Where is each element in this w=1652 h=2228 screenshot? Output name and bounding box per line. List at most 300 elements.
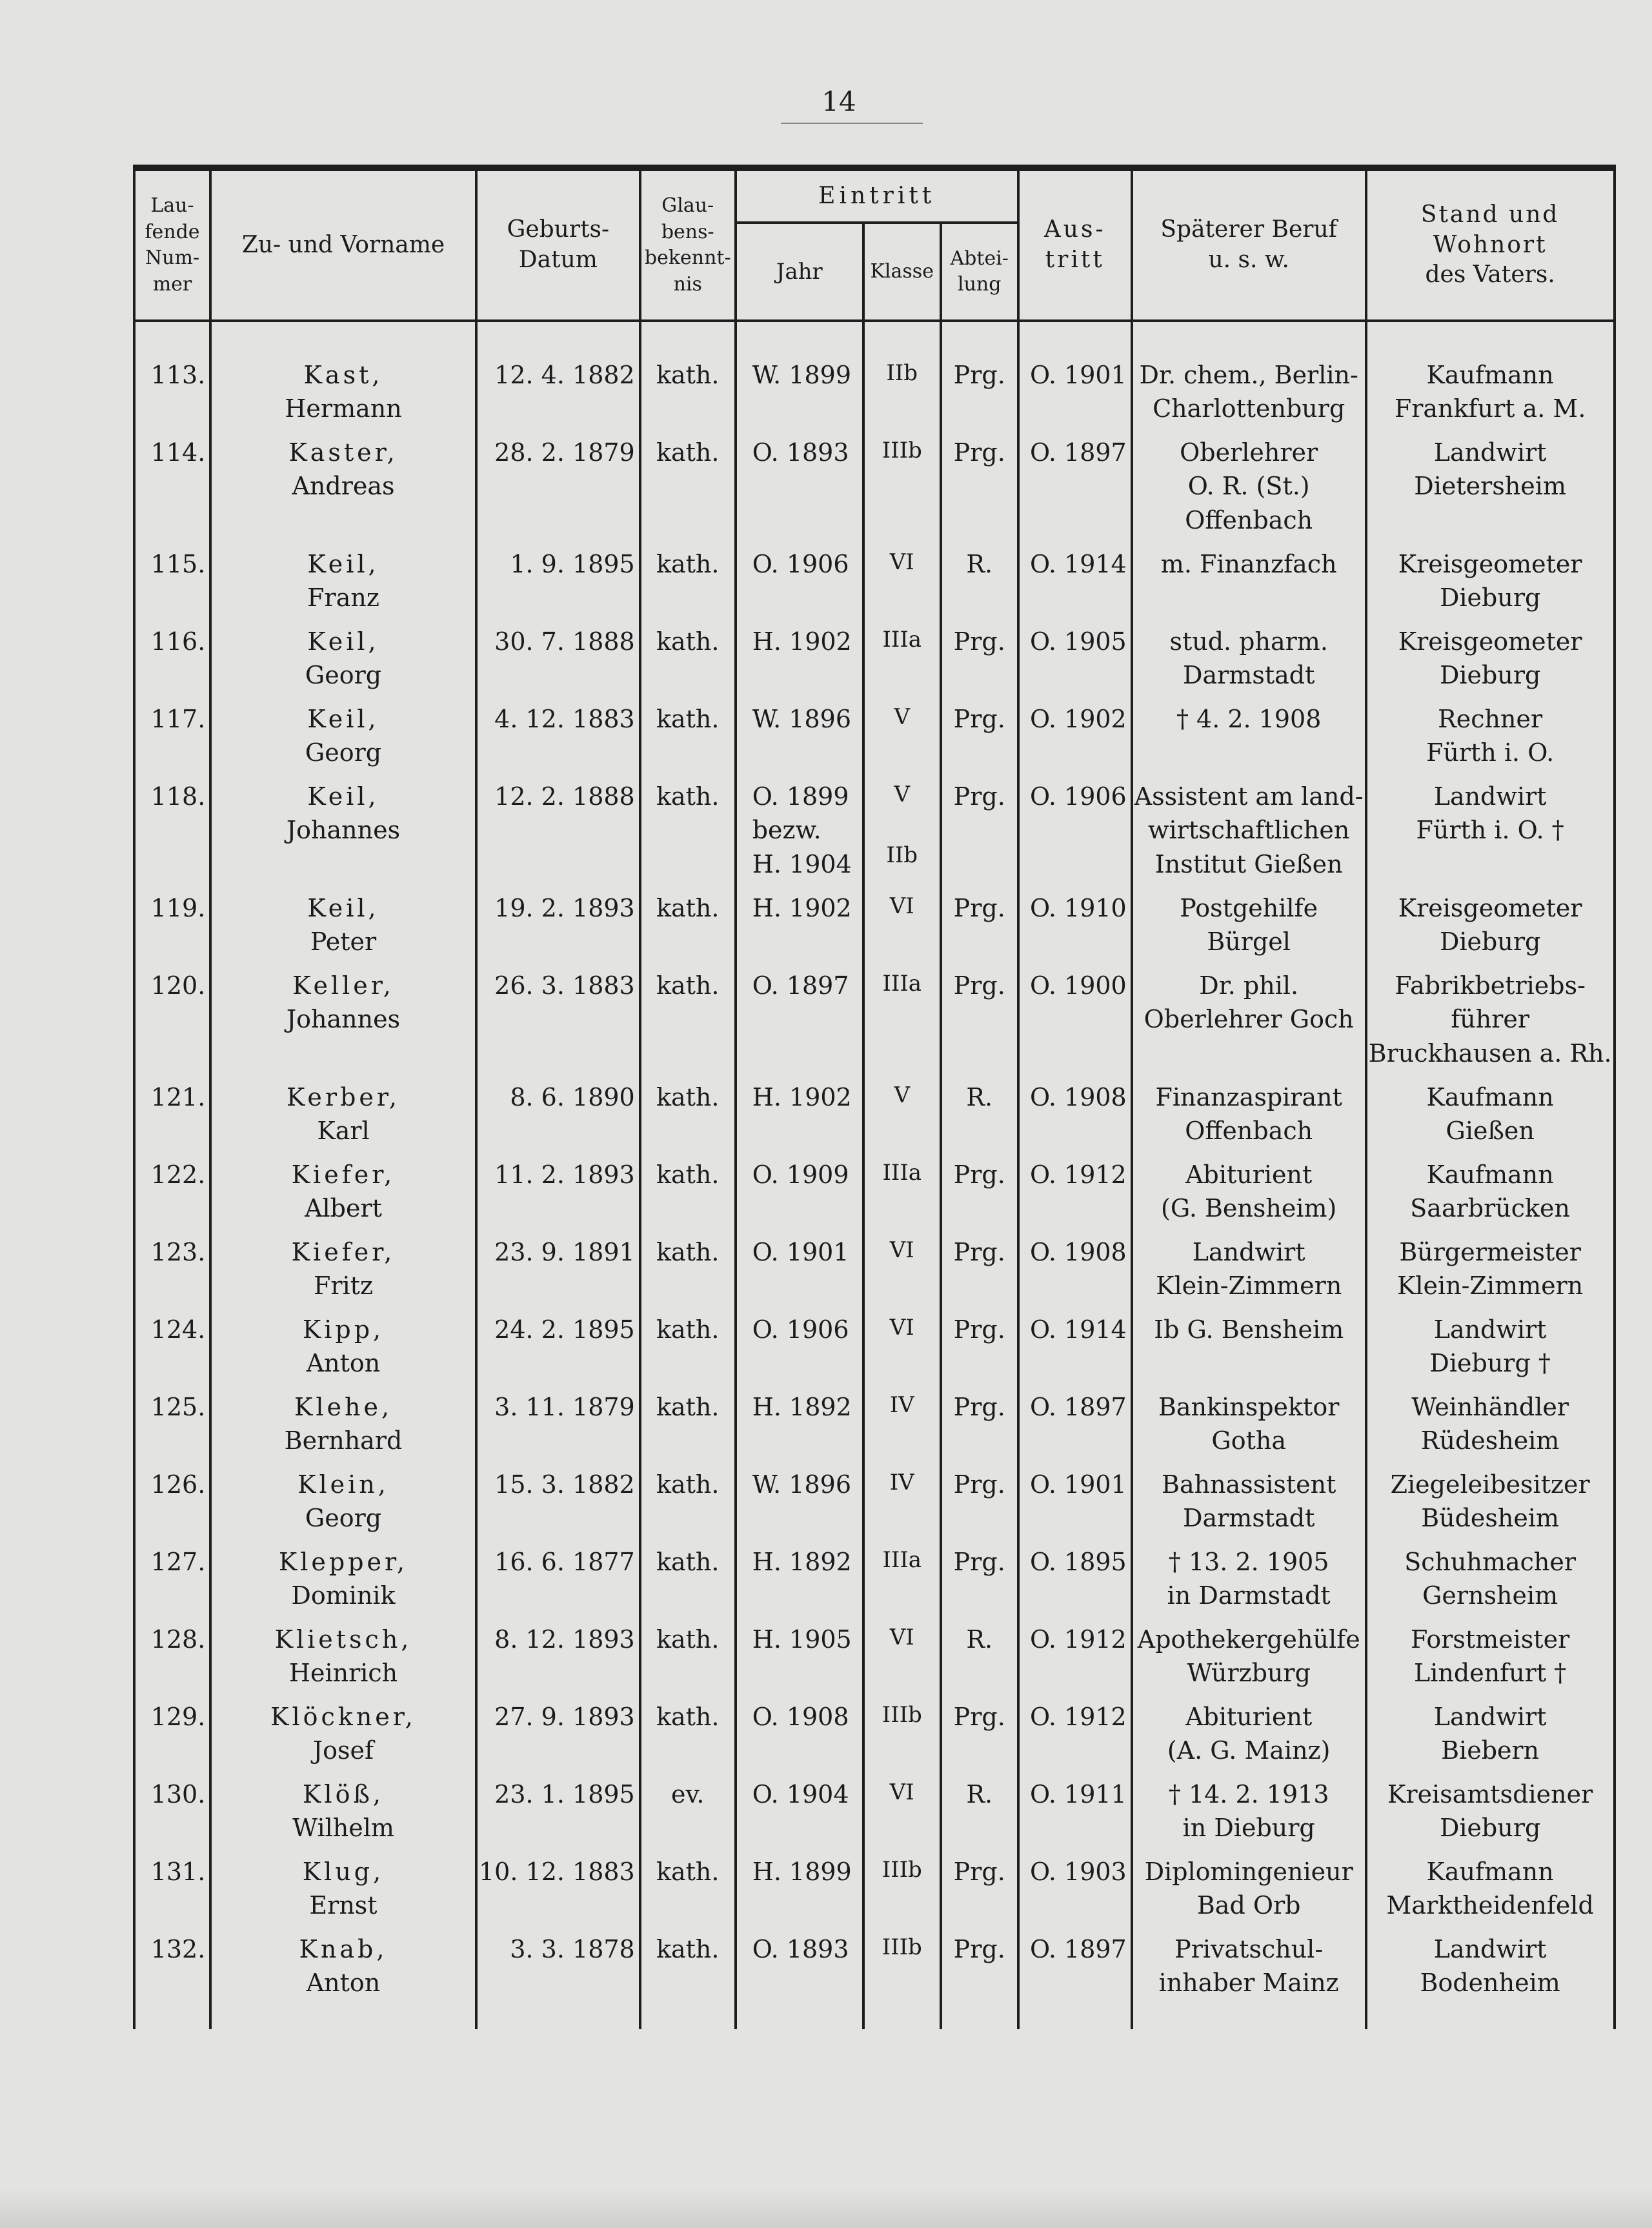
table-row (134, 1463, 1615, 1540)
given-name: Johannes (286, 816, 401, 845)
department-cell (941, 1695, 1018, 1772)
entry-year-cell (736, 775, 863, 886)
later-profession: in Darmstadt (1167, 1581, 1331, 1610)
confession-cell (640, 1927, 736, 2029)
surname: Keil, (307, 894, 379, 922)
exit-date: O. 1900 (1029, 971, 1127, 1000)
entry-year: O. 1901 (752, 1238, 849, 1266)
later-profession-cell (1132, 886, 1366, 964)
department: R. (966, 1083, 993, 1111)
later-profession: m. Finanzfach (1160, 550, 1337, 578)
later-profession: stud. pharm. (1169, 627, 1328, 656)
header-stand-wohnort (1366, 168, 1615, 321)
given-name: Dominik (291, 1581, 396, 1610)
father-status: Gernsheim (1422, 1581, 1558, 1610)
entry-number-cell (134, 542, 210, 620)
later-profession: Postgehilfe (1180, 894, 1318, 922)
birth-date: 27. 9. 1893 (494, 1703, 635, 1731)
father-status-cell (1366, 1075, 1615, 1153)
given-name: Georg (305, 1504, 382, 1533)
entry-number-cell (134, 353, 210, 430)
confession-cell (640, 430, 736, 542)
header-text: Datum (518, 247, 598, 273)
department: R. (966, 1625, 993, 1654)
table-row (134, 886, 1615, 964)
department: Prg. (953, 894, 1005, 922)
name-cell (210, 1927, 476, 2029)
father-status: Dieburg † (1429, 1349, 1551, 1378)
entry-year-cell (736, 1695, 863, 1772)
entry-class-cell (863, 620, 941, 697)
later-profession: (G. Bensheim) (1161, 1194, 1337, 1223)
exit-date: O. 1914 (1029, 1315, 1127, 1344)
entry-class-cell (863, 1308, 941, 1385)
birth-date: 26. 3. 1883 (494, 971, 635, 1000)
entry-class: IV (889, 1392, 914, 1418)
exit-cell (1018, 1927, 1132, 2029)
exit-date: O. 1908 (1029, 1083, 1127, 1111)
later-profession: † 14. 2. 1913 (1168, 1780, 1329, 1808)
spacer (210, 321, 476, 353)
entry-number: 115. (150, 550, 206, 578)
father-status: Ziegeleibesitzer (1390, 1470, 1590, 1499)
exit-date: O. 1912 (1029, 1160, 1127, 1189)
exit-cell (1018, 353, 1132, 430)
exit-cell (1018, 1540, 1132, 1617)
father-status: Kaufmann (1426, 1160, 1554, 1189)
table-row (134, 1230, 1615, 1308)
birth-date: 8. 6. 1890 (510, 1083, 635, 1111)
entry-number-cell (134, 1463, 210, 1540)
birth-date: 12. 4. 1882 (494, 361, 635, 389)
later-profession: Würzburg (1187, 1659, 1311, 1688)
surname: Knab, (299, 1935, 388, 1963)
birth-date-cell (476, 542, 640, 620)
student-register-table (133, 165, 1616, 2029)
table-row (134, 1540, 1615, 1617)
entry-class-cell (863, 964, 941, 1075)
name-cell (210, 964, 476, 1075)
table-row (134, 353, 1615, 430)
confession: kath. (656, 782, 720, 811)
later-profession: Dr. phil. (1199, 971, 1299, 1000)
father-status: Kreisamtsdiener (1387, 1780, 1593, 1808)
given-name: Georg (305, 738, 382, 767)
later-profession: Darmstadt (1183, 1504, 1315, 1533)
exit-cell (1018, 1075, 1132, 1153)
later-profession-cell (1132, 353, 1366, 430)
surname: Klietsch, (274, 1625, 412, 1654)
father-status: Kaufmann (1426, 1083, 1554, 1111)
given-name: Anton (306, 1349, 381, 1378)
entry-year-cell (736, 1772, 863, 1850)
surname: Keil, (307, 782, 379, 811)
header-text: bens- (661, 220, 714, 243)
birth-date: 24. 2. 1895 (494, 1315, 635, 1344)
entry-number: 130. (150, 1780, 206, 1808)
entry-year-cell (736, 430, 863, 542)
department-cell (941, 1927, 1018, 2029)
header-text: Lau- (150, 194, 194, 217)
entry-year-cell (736, 1385, 863, 1463)
name-cell (210, 1075, 476, 1153)
confession-cell (640, 1540, 736, 1617)
department-cell (941, 430, 1018, 542)
exit-date: O. 1914 (1029, 550, 1127, 578)
entry-number: 131. (150, 1858, 206, 1886)
father-status-cell (1366, 1850, 1615, 1927)
later-profession: Bankinspektor (1158, 1393, 1340, 1421)
header-text: Stand und (1420, 201, 1560, 228)
later-profession-cell (1132, 430, 1366, 542)
entry-year: O. 1908 (752, 1703, 849, 1731)
confession: kath. (656, 1548, 720, 1576)
later-profession-cell (1132, 1230, 1366, 1308)
confession: kath. (656, 971, 720, 1000)
confession: kath. (656, 894, 720, 922)
confession-cell (640, 353, 736, 430)
birth-date: 1. 9. 1895 (510, 550, 635, 578)
header-text: nis (673, 272, 702, 296)
spacer (134, 321, 210, 353)
page-number-rule (781, 123, 923, 124)
birth-date-cell (476, 353, 640, 430)
surname: Klepper, (278, 1548, 408, 1576)
exit-cell (1018, 775, 1132, 886)
spacer (863, 321, 941, 353)
later-profession: Assistent am land- (1134, 782, 1364, 811)
father-status: Dietersheim (1414, 472, 1566, 501)
father-status-cell (1366, 1463, 1615, 1540)
department: Prg. (953, 1238, 1005, 1266)
table-row (134, 542, 1615, 620)
birth-date: 23. 9. 1891 (494, 1238, 635, 1266)
entry-class: VI (889, 1237, 914, 1263)
entry-class-cell (863, 1385, 941, 1463)
department-cell (941, 353, 1018, 430)
entry-number-cell (134, 1230, 210, 1308)
entry-number: 122. (150, 1160, 206, 1189)
entry-class: IIIb (881, 438, 922, 463)
confession: kath. (656, 361, 720, 389)
later-profession: Diplomingenieur (1144, 1858, 1353, 1886)
entry-year-cell (736, 542, 863, 620)
header-austritt (1018, 168, 1132, 321)
entry-class-cell (863, 1927, 941, 2029)
entry-class-cell (863, 1075, 941, 1153)
entry-class-cell (863, 1230, 941, 1308)
entry-year: O. 1899 (752, 782, 849, 811)
table-row (134, 1695, 1615, 1772)
birth-date: 30. 7. 1888 (494, 627, 635, 656)
confession-cell (640, 1153, 736, 1230)
exit-date: O. 1895 (1029, 1548, 1127, 1576)
entry-number-cell (134, 1075, 210, 1153)
birth-date: 11. 2. 1893 (494, 1160, 635, 1189)
later-profession-cell (1132, 1772, 1366, 1850)
name-cell (210, 1385, 476, 1463)
header-eintritt-jahr: Jahr (736, 223, 863, 321)
entry-class: IIIa (882, 627, 922, 653)
father-status: Bruckhausen a. Rh. (1368, 1038, 1612, 1068)
header-text: lung (958, 273, 1002, 296)
page-edge-shadow (0, 2188, 1652, 2228)
entry-class: IIb (886, 842, 918, 868)
entry-class: IIIb (881, 1702, 922, 1728)
father-status: Kreisgeometer (1398, 894, 1582, 922)
father-status: Dieburg (1439, 661, 1541, 690)
given-name: Heinrich (288, 1659, 398, 1688)
father-status: Landwirt (1433, 438, 1547, 467)
birth-date: 15. 3. 1882 (494, 1470, 635, 1499)
confession-cell (640, 1385, 736, 1463)
father-status-cell (1366, 1772, 1615, 1850)
header-laufende-nummer (134, 168, 210, 321)
entry-year: O. 1893 (752, 1935, 849, 1963)
name-cell (210, 353, 476, 430)
entry-class: IV (889, 1470, 914, 1495)
department-cell (941, 1463, 1018, 1540)
entry-class-cell (863, 353, 941, 430)
department-cell (941, 620, 1018, 697)
confession: kath. (656, 1083, 720, 1111)
father-status-cell (1366, 620, 1615, 697)
entry-year-cell (736, 1617, 863, 1695)
entry-year: O. 1909 (752, 1160, 849, 1189)
surname: Klöckner, (270, 1703, 416, 1731)
later-profession-cell (1132, 1308, 1366, 1385)
department-cell (941, 1540, 1018, 1617)
spacer (1366, 321, 1615, 353)
entry-class-cell (863, 775, 941, 886)
surname: Keil, (307, 627, 379, 656)
entry-number: 118. (150, 782, 206, 811)
name-cell (210, 1230, 476, 1308)
name-cell (210, 886, 476, 964)
later-profession-cell (1132, 1075, 1366, 1153)
later-profession: Abiturient (1185, 1703, 1313, 1731)
entry-class: VI (889, 1315, 914, 1341)
department: Prg. (953, 627, 1005, 656)
surname: Kiefer, (291, 1160, 396, 1189)
birth-date-cell (476, 1772, 640, 1850)
department: Prg. (953, 1470, 1005, 1499)
exit-cell (1018, 697, 1132, 775)
entry-year: W. 1896 (752, 705, 852, 733)
exit-cell (1018, 1695, 1132, 1772)
name-cell (210, 775, 476, 886)
confession-cell (640, 542, 736, 620)
entry-class: IIIa (882, 1160, 922, 1186)
table-row (134, 1927, 1615, 2029)
exit-cell (1018, 964, 1132, 1075)
father-status: Dieburg (1439, 583, 1541, 613)
header-text: Glau- (661, 194, 714, 217)
given-name: Franz (307, 583, 379, 613)
father-status: Landwirt (1433, 1315, 1547, 1344)
father-status: Landwirt (1433, 782, 1547, 811)
entry-number: 113. (150, 361, 206, 389)
father-status: Klein-Zimmern (1397, 1271, 1584, 1301)
exit-date: O. 1897 (1029, 438, 1127, 467)
father-status: Frankfurt a. M. (1394, 394, 1586, 423)
entry-number: 132. (150, 1935, 206, 1963)
entry-class: IIIb (881, 1857, 922, 1883)
birth-date: 19. 2. 1893 (494, 894, 635, 922)
department: Prg. (953, 1858, 1005, 1886)
birth-date-cell (476, 1153, 640, 1230)
entry-class: V (894, 782, 911, 807)
father-status: Forstmeister (1411, 1625, 1570, 1654)
given-name: Hermann (285, 394, 402, 423)
entry-number-cell (134, 886, 210, 964)
confession-cell (640, 1308, 736, 1385)
confession: kath. (656, 1470, 720, 1499)
department: Prg. (953, 1315, 1005, 1344)
entry-number: 129. (150, 1703, 206, 1731)
entry-class-cell (863, 1540, 941, 1617)
birth-date-cell (476, 430, 640, 542)
table-row (134, 697, 1615, 775)
father-status-cell (1366, 964, 1615, 1075)
department: R. (966, 550, 993, 578)
exit-cell (1018, 542, 1132, 620)
header-text: Num- (145, 247, 200, 269)
entry-year: O. 1893 (752, 438, 849, 467)
department-cell (941, 1075, 1018, 1153)
exit-date: O. 1912 (1029, 1703, 1127, 1731)
later-profession: Offenbach (1185, 1117, 1313, 1146)
exit-date: O. 1901 (1029, 361, 1127, 389)
header-text: Abtei- (950, 247, 1009, 270)
name-cell (210, 1695, 476, 1772)
header-name: Zu- und Vorname (210, 168, 476, 321)
name-cell (210, 1463, 476, 1540)
department-cell (941, 886, 1018, 964)
department-cell (941, 1850, 1018, 1927)
entry-year-cell (736, 1308, 863, 1385)
entry-class-cell (863, 542, 941, 620)
given-name: Georg (305, 661, 382, 690)
spacer (1018, 321, 1132, 353)
entry-year: H. 1902 (752, 627, 852, 656)
birth-date: 3. 11. 1879 (494, 1393, 635, 1421)
entry-number-cell (134, 1695, 210, 1772)
entry-number-cell (134, 697, 210, 775)
later-profession: Gotha (1211, 1426, 1286, 1455)
confession: kath. (656, 1315, 720, 1344)
table-row (134, 1617, 1615, 1695)
exit-date: O. 1912 (1029, 1625, 1127, 1654)
father-status-cell (1366, 1695, 1615, 1772)
header-spaeterer-beruf (1132, 168, 1366, 321)
name-cell (210, 697, 476, 775)
entry-year: O. 1906 (752, 1315, 849, 1344)
confession-cell (640, 775, 736, 886)
father-status-cell (1366, 1153, 1615, 1230)
given-name: Andreas (292, 472, 395, 501)
birth-date-cell (476, 964, 640, 1075)
entry-year-cell (736, 353, 863, 430)
given-name: Johannes (286, 1005, 401, 1034)
department: Prg. (953, 1160, 1005, 1189)
confession: kath. (656, 1393, 720, 1421)
later-profession: Abiturient (1185, 1160, 1313, 1189)
entry-year-cell (736, 1153, 863, 1230)
father-status: Dieburg (1439, 1814, 1541, 1843)
father-status: Dieburg (1439, 927, 1541, 957)
confession: ev. (670, 1780, 705, 1808)
father-status-cell (1366, 1308, 1615, 1385)
father-status: Weinhändler (1411, 1393, 1569, 1421)
father-status-cell (1366, 886, 1615, 964)
entry-number-cell (134, 430, 210, 542)
entry-number-cell (134, 775, 210, 886)
entry-year: O. 1904 (752, 1780, 849, 1808)
surname: Kast, (303, 361, 383, 389)
header-text: u. s. w. (1208, 247, 1289, 273)
entry-class: IIIa (882, 1547, 922, 1573)
surname: Keil, (307, 550, 379, 578)
later-profession: wirtschaftlichen (1147, 816, 1350, 845)
entry-class-cell (863, 1463, 941, 1540)
department-cell (941, 1153, 1018, 1230)
father-status-cell (1366, 1385, 1615, 1463)
later-profession: Bürgel (1207, 927, 1291, 957)
given-name: Wilhelm (292, 1814, 394, 1843)
entry-class: VI (889, 893, 914, 919)
entry-year: H. 1902 (752, 1083, 852, 1111)
table-row (134, 1772, 1615, 1850)
department: Prg. (953, 1393, 1005, 1421)
department: Prg. (953, 361, 1005, 389)
birth-date-cell (476, 1463, 640, 1540)
entry-year-cell (736, 697, 863, 775)
later-profession-cell (1132, 1617, 1366, 1695)
ledger-body (134, 321, 1615, 2029)
birth-date-cell (476, 697, 640, 775)
later-profession: in Dieburg (1182, 1814, 1315, 1843)
name-cell (210, 1540, 476, 1617)
later-profession-cell (1132, 542, 1366, 620)
later-profession: Privatschul- (1174, 1935, 1324, 1963)
father-status: Büdesheim (1421, 1504, 1560, 1533)
father-status: Biebern (1441, 1736, 1540, 1765)
surname: Kiefer, (291, 1238, 396, 1266)
entry-number: 114. (150, 438, 206, 467)
entry-class: IIIb (881, 1934, 922, 1960)
later-profession-cell (1132, 1850, 1366, 1927)
entry-class-cell (863, 1850, 941, 1927)
confession: kath. (656, 1935, 720, 1963)
father-status: Saarbrücken (1410, 1194, 1571, 1223)
entry-number-cell (134, 1850, 210, 1927)
table-row (134, 964, 1615, 1075)
father-status: Fürth i. O. † (1416, 816, 1564, 845)
entry-number-cell (134, 1385, 210, 1463)
father-status: Fürth i. O. (1426, 738, 1555, 767)
later-profession: Apothekergehülfe (1137, 1625, 1360, 1654)
father-status: Bodenheim (1420, 1969, 1560, 1998)
department: Prg. (953, 971, 1005, 1000)
later-profession: Bad Orb (1196, 1891, 1301, 1920)
spacer (941, 321, 1018, 353)
birth-date-cell (476, 1075, 640, 1153)
name-cell (210, 542, 476, 620)
entry-number-cell (134, 1308, 210, 1385)
surname: Keller, (292, 971, 394, 1000)
later-profession-cell (1132, 964, 1366, 1075)
